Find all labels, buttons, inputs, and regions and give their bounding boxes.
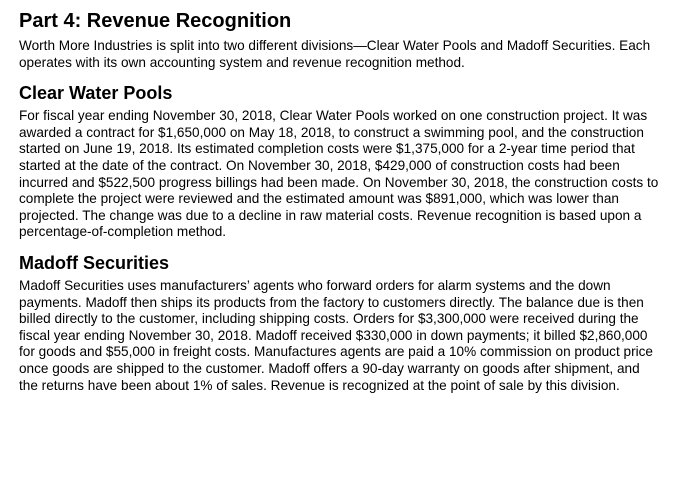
page-title: Part 4: Revenue Recognition [19,10,292,32]
section-heading-clear-water-pools: Clear Water Pools [19,83,173,104]
section-body-clear-water-pools: For fiscal year ending November 30, 2018, Clear Water Pools worked on one construction project. It was awarded a contract for $1,650,000 on May 18, 2018, to construct a swimming pool, and the construction started on June 19, 2018. Its estimated completion costs were $1,375,000 for a 2-year time period that started at the date of the contract. On November 30, 2018, $429,000 of construction costs had been incurred and $522,500 progress billings had been made. On November 30, 2018, the construction costs to complete the project were reviewed and the estimated amount was $891,000, which was lower than projected. The change was due to a decline in raw material costs. Revenue recognition is based upon a percentage-of-completion method. [19,108,659,240]
intro-paragraph: Worth More Industries is split into two different divisions—Clear Water Pools and Madoff Securities. Each operates with its own accounting system and revenue recognition method. [19,38,651,70]
section-body-madoff-securities: Madoff Securities uses manufacturers’ agents who forward orders for alarm systems and the down payments. Madoff then ships its products from the factory to customers directly. The balance due is then billed directly to the customer, including shipping costs. Orders for $3,300,000 were received during the fiscal year ending November 30, 2018. Madoff received $330,000 in down payments; it billed $2,860,000 for goods and $55,000 in freight costs. Manufactures agents are paid a 10% commission on product price once goods are shipped to the customer. Madoff offers a 90-day warranty on goods after shipment, and the returns have been about 1% of sales. Revenue is recognized at the point of sale by this division. [19,277,653,393]
section-heading-madoff-securities: Madoff Securities [19,252,170,273]
document-page [19,0,659,394]
